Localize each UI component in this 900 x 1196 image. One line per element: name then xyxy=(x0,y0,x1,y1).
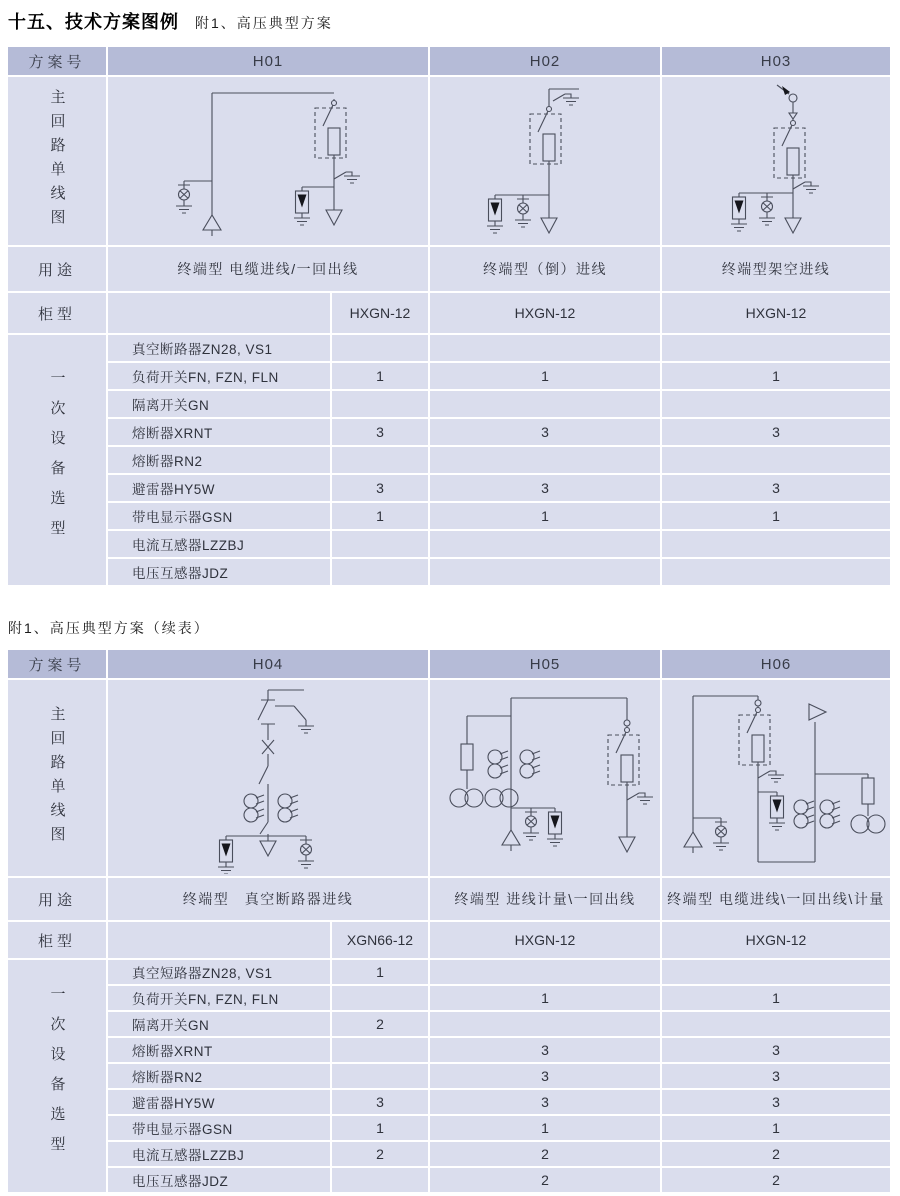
t2-value-2-h04: 2 xyxy=(332,1012,428,1036)
t1-equipment-label-text: 一次设备选型 xyxy=(48,370,66,550)
t1-value-2-h01 xyxy=(332,391,428,417)
t1-value-2-h02 xyxy=(430,391,660,417)
t2-value-2-h05 xyxy=(430,1012,660,1036)
t1-value-5-h01: 3 xyxy=(332,475,428,501)
t1-value-1-h02: 1 xyxy=(430,363,660,389)
t2-equip-name-5: 避雷器HY5W xyxy=(108,1090,330,1114)
t2-equip-name-6: 带电显示器GSN xyxy=(108,1116,330,1140)
h03-single-line-diagram xyxy=(663,79,889,243)
t2-value-7-h06: 2 xyxy=(662,1142,890,1166)
t2-usage-h04: 终端型 真空断路器进线 xyxy=(108,878,428,920)
t2-value-1-h05: 1 xyxy=(430,986,660,1010)
t1-diagram-label-text: 主回路单线图 xyxy=(48,89,66,233)
t1-equip-name-7: 电流互感器LZZBJ xyxy=(108,531,330,557)
t2-equip-name-1: 负荷开关FN, FZN, FLN xyxy=(108,986,330,1010)
t1-value-5-h02: 3 xyxy=(430,475,660,501)
t2-equip-name-3: 熔断器XRNT xyxy=(108,1038,330,1062)
t2-equip-name-0: 真空短路器ZN28, VS1 xyxy=(108,960,330,984)
t1-value-0-h01 xyxy=(332,335,428,361)
t2-value-4-h06: 3 xyxy=(662,1064,890,1088)
t1-value-1-h03: 1 xyxy=(662,363,890,389)
h05-single-line-diagram xyxy=(431,682,659,874)
t1-equip-name-2: 隔离开关GN xyxy=(108,391,330,417)
t1-value-8-h02 xyxy=(430,559,660,585)
t1-equip-name-6: 带电显示器GSN xyxy=(108,503,330,529)
table2-caption: 附1、高压典型方案（续表） xyxy=(8,620,210,636)
t2-value-3-h06: 3 xyxy=(662,1038,890,1062)
t2-value-0-h05 xyxy=(430,960,660,984)
t1-value-4-h02 xyxy=(430,447,660,473)
page-title-main: 十五、技术方案图例 xyxy=(8,12,179,32)
t2-value-6-h04: 1 xyxy=(332,1116,428,1140)
t1-value-6-h01: 1 xyxy=(332,503,428,529)
t1-cabinet-h01: HXGN-12 xyxy=(332,293,428,333)
t1-equip-name-0: 真空断路器ZN28, VS1 xyxy=(108,335,330,361)
t1-scheme-label: 方案号 xyxy=(8,47,106,75)
t2-value-6-h05: 1 xyxy=(430,1116,660,1140)
t1-usage-label: 用途 xyxy=(8,247,106,291)
t2-usage-label: 用途 xyxy=(8,878,106,920)
t2-cabinet-h06: HXGN-12 xyxy=(662,922,890,958)
t2-value-5-h06: 3 xyxy=(662,1090,890,1114)
t1-value-1-h01: 1 xyxy=(332,363,428,389)
t1-scheme-h03: H03 xyxy=(662,47,890,75)
t2-usage-h06: 终端型 电缆进线\一回出线\计量 xyxy=(662,878,890,920)
t1-scheme-h02: H02 xyxy=(430,47,660,75)
t1-value-6-h02: 1 xyxy=(430,503,660,529)
t2-equip-name-8: 电压互感器JDZ xyxy=(108,1168,330,1192)
scheme-table-2 xyxy=(8,650,890,1192)
t1-value-3-h02: 3 xyxy=(430,419,660,445)
t2-value-1-h06: 1 xyxy=(662,986,890,1010)
t1-value-8-h03 xyxy=(662,559,890,585)
t2-cabinet-blank xyxy=(108,922,330,958)
t2-scheme-h06: H06 xyxy=(662,650,890,678)
t1-value-3-h01: 3 xyxy=(332,419,428,445)
t2-value-5-h05: 3 xyxy=(430,1090,660,1114)
t1-value-8-h01 xyxy=(332,559,428,585)
t1-cabinet-blank xyxy=(108,293,330,333)
t1-value-6-h03: 1 xyxy=(662,503,890,529)
h01-single-line-diagram xyxy=(108,79,428,243)
t1-value-4-h01 xyxy=(332,447,428,473)
t1-equip-name-4: 熔断器RN2 xyxy=(108,447,330,473)
t1-diagram-h03-cell xyxy=(662,77,890,245)
t1-cabinet-label: 柜型 xyxy=(8,293,106,333)
t1-usage-h01: 终端型 电缆进线/一回出线 xyxy=(108,247,428,291)
t2-equip-name-4: 熔断器RN2 xyxy=(108,1064,330,1088)
h04-single-line-diagram xyxy=(108,682,428,874)
t1-usage-h02: 终端型（倒）进线 xyxy=(430,247,660,291)
t1-value-3-h03: 3 xyxy=(662,419,890,445)
h06-single-line-diagram xyxy=(663,682,889,874)
t2-diagram-label-text: 主回路单线图 xyxy=(48,706,66,850)
t2-equipment-label xyxy=(8,960,106,1192)
t2-value-7-h04: 2 xyxy=(332,1142,428,1166)
t2-value-3-h04 xyxy=(332,1038,428,1062)
t2-value-4-h05: 3 xyxy=(430,1064,660,1088)
t2-cabinet-h04: XGN66-12 xyxy=(332,922,428,958)
t2-value-7-h05: 2 xyxy=(430,1142,660,1166)
t2-value-2-h06 xyxy=(662,1012,890,1036)
t1-equip-name-8: 电压互感器JDZ xyxy=(108,559,330,585)
t2-value-4-h04 xyxy=(332,1064,428,1088)
t1-cabinet-h03: HXGN-12 xyxy=(662,293,890,333)
page-title xyxy=(8,8,333,34)
h02-single-line-diagram xyxy=(431,79,659,243)
t1-scheme-h01: H01 xyxy=(108,47,428,75)
t2-equipment-label-text: 一次设备选型 xyxy=(48,986,66,1166)
t2-diagram-h05-cell xyxy=(430,680,660,876)
t2-scheme-h04: H04 xyxy=(108,650,428,678)
t1-value-2-h03 xyxy=(662,391,890,417)
t2-value-0-h06 xyxy=(662,960,890,984)
t2-value-3-h05: 3 xyxy=(430,1038,660,1062)
t2-cabinet-h05: HXGN-12 xyxy=(430,922,660,958)
t1-equipment-label xyxy=(8,335,106,585)
t2-diagram-label xyxy=(8,680,106,876)
t2-scheme-h05: H05 xyxy=(430,650,660,678)
t1-value-5-h03: 3 xyxy=(662,475,890,501)
t1-equip-name-5: 避雷器HY5W xyxy=(108,475,330,501)
t1-value-4-h03 xyxy=(662,447,890,473)
t2-value-8-h06: 2 xyxy=(662,1168,890,1192)
t2-equip-name-7: 电流互感器LZZBJ xyxy=(108,1142,330,1166)
t2-value-8-h04 xyxy=(332,1168,428,1192)
t2-equip-name-2: 隔离开关GN xyxy=(108,1012,330,1036)
t1-diagram-label xyxy=(8,77,106,245)
t2-cabinet-label: 柜型 xyxy=(8,922,106,958)
t2-diagram-h04-cell xyxy=(108,680,428,876)
t2-value-6-h06: 1 xyxy=(662,1116,890,1140)
t1-cabinet-h02: HXGN-12 xyxy=(430,293,660,333)
t2-value-8-h05: 2 xyxy=(430,1168,660,1192)
t1-value-7-h01 xyxy=(332,531,428,557)
t1-usage-h03: 终端型架空进线 xyxy=(662,247,890,291)
t2-value-1-h04 xyxy=(332,986,428,1010)
t1-diagram-h01-cell xyxy=(108,77,428,245)
t1-equip-name-3: 熔断器XRNT xyxy=(108,419,330,445)
t2-scheme-label: 方案号 xyxy=(8,650,106,678)
t1-value-7-h02 xyxy=(430,531,660,557)
t1-equip-name-1: 负荷开关FN, FZN, FLN xyxy=(108,363,330,389)
t1-value-7-h03 xyxy=(662,531,890,557)
t2-value-0-h04: 1 xyxy=(332,960,428,984)
t2-usage-h05: 终端型 进线计量\一回出线 xyxy=(430,878,660,920)
page-title-sub: 附1、高压典型方案 xyxy=(195,15,333,31)
t1-value-0-h03 xyxy=(662,335,890,361)
t1-diagram-h02-cell xyxy=(430,77,660,245)
scheme-table-1 xyxy=(8,47,890,585)
t1-value-0-h02 xyxy=(430,335,660,361)
t2-diagram-h06-cell xyxy=(662,680,890,876)
t2-value-5-h04: 3 xyxy=(332,1090,428,1114)
